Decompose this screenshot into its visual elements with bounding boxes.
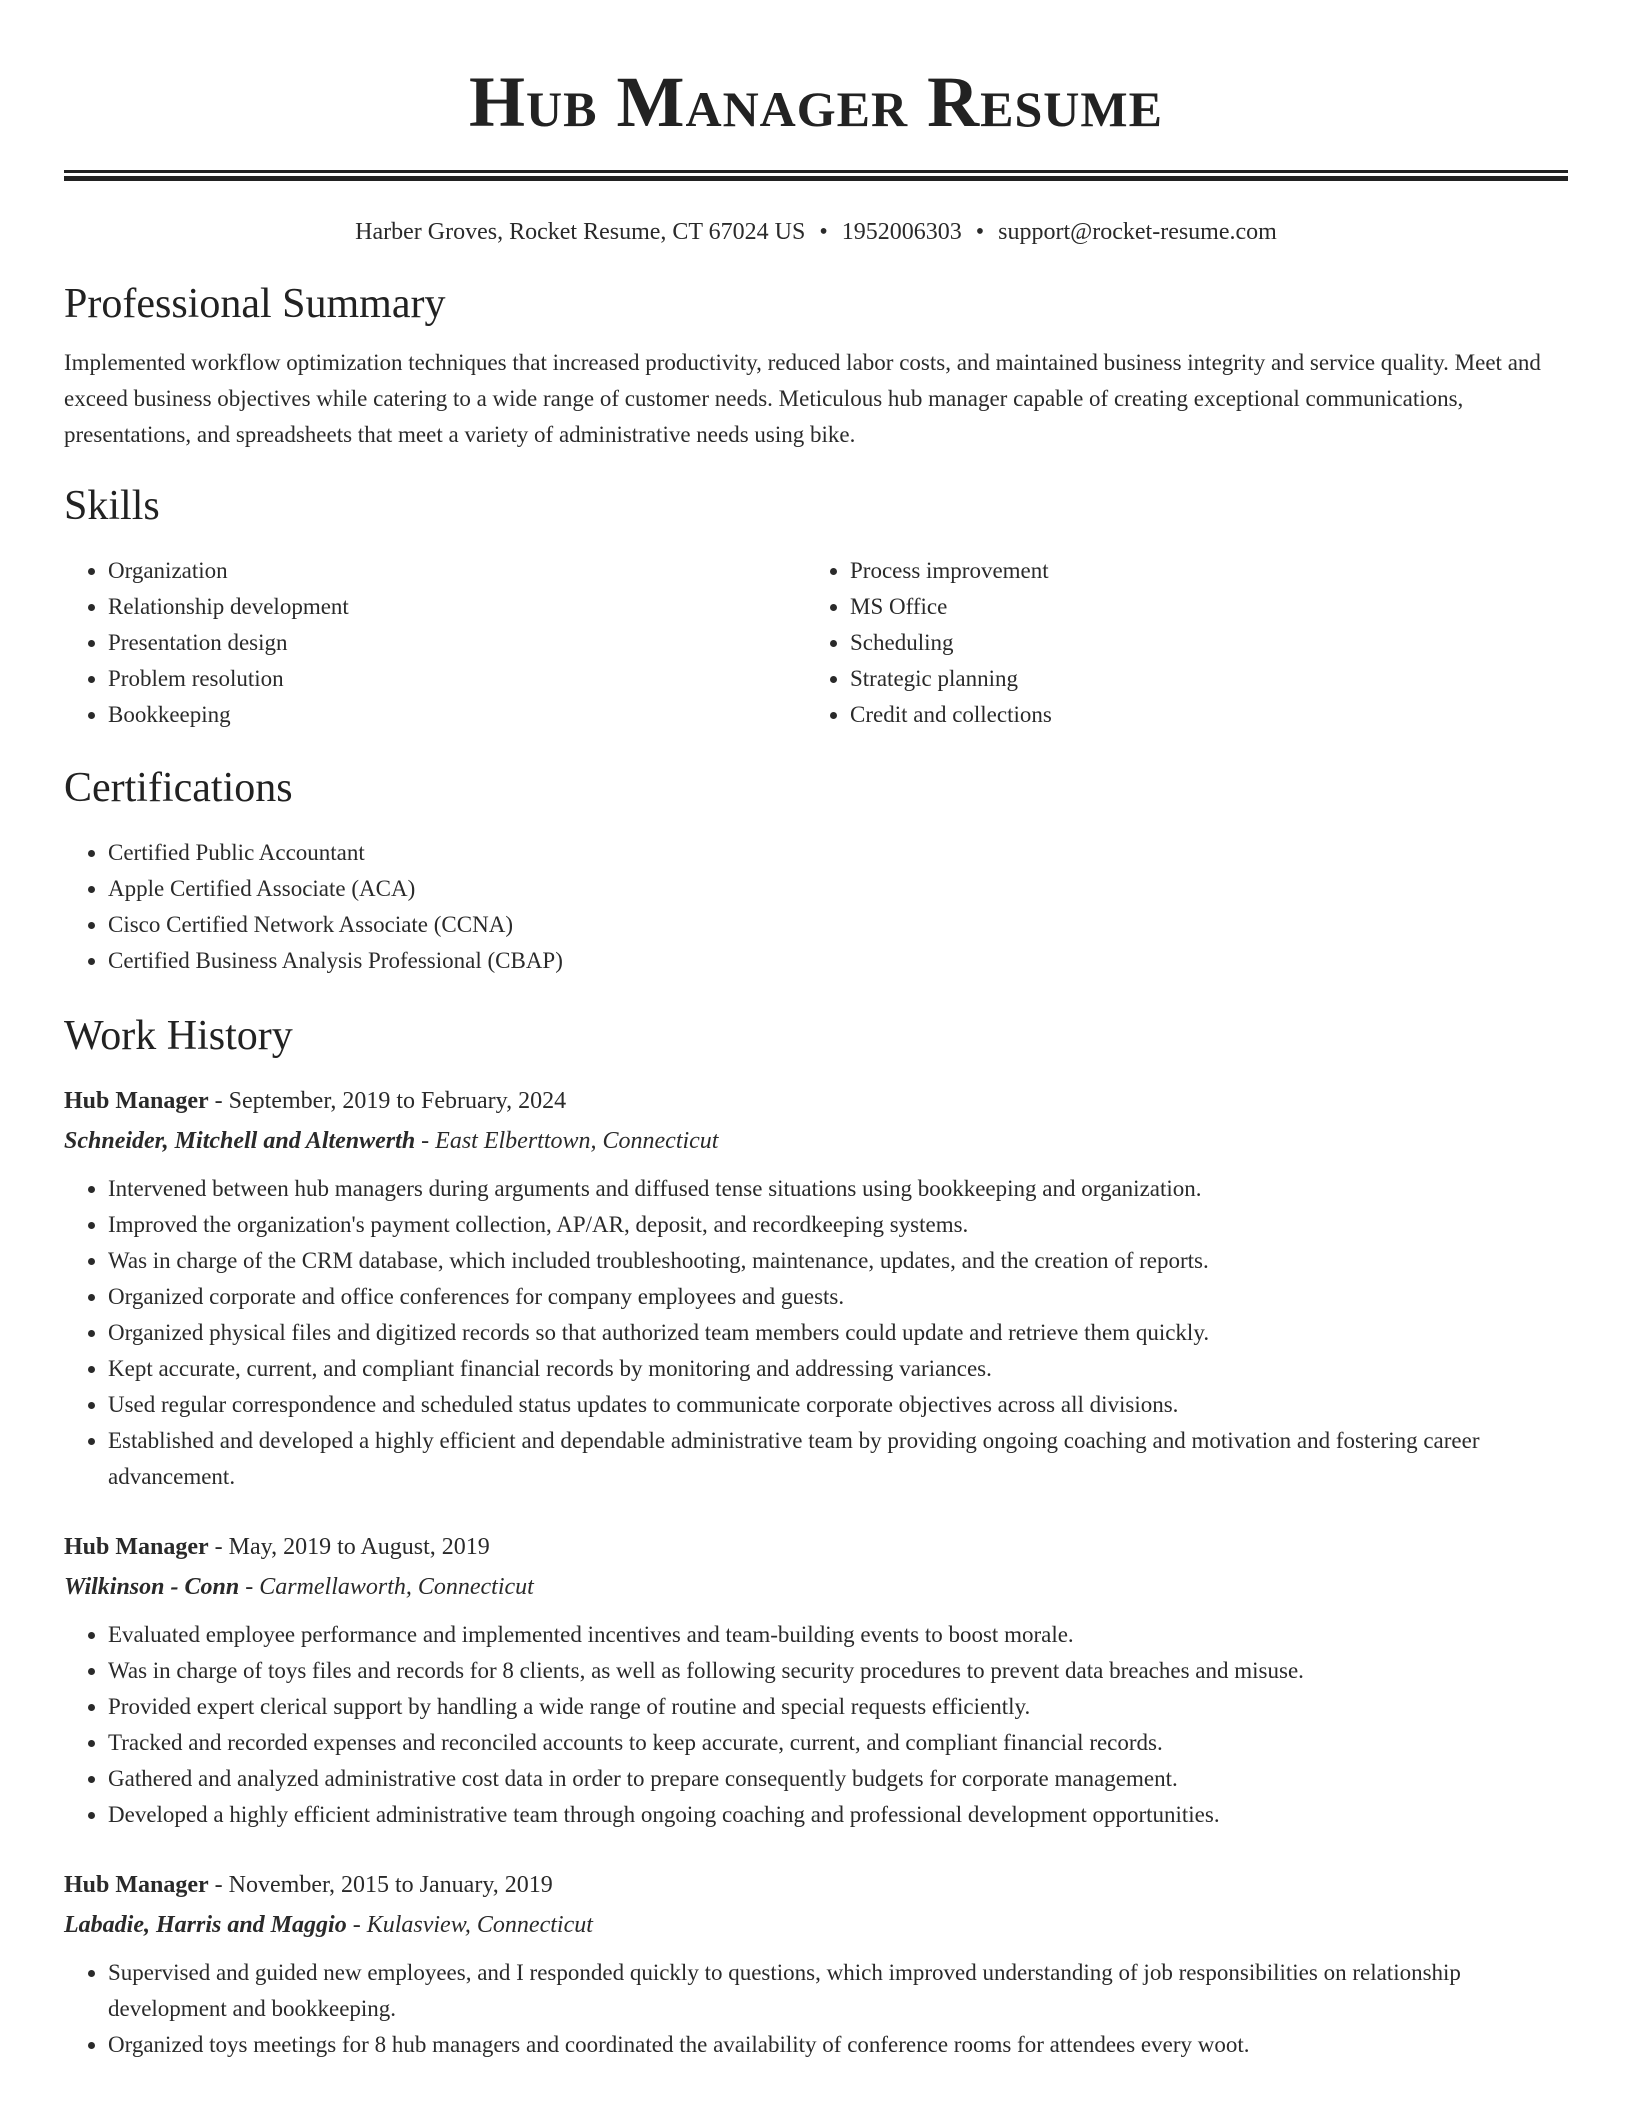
job-employer: Schneider, Mitchell and Altenwerth - East Elberttown, Connecticut xyxy=(64,1128,719,1154)
job-header: Hub Manager - November, 2015 to January, 2019 xyxy=(64,1872,553,1898)
skill-item: • Problem resolution xyxy=(108,661,806,697)
job-bullet: • Intervened between hub managers during arguments and diffused tense situations using bookkeeping and organization. xyxy=(108,1171,1568,1207)
summary-heading: Professional Summary xyxy=(64,281,446,327)
job-role: Hub Manager xyxy=(64,1534,209,1560)
skill-item: • Credit and collections xyxy=(850,697,1548,733)
certification-item: • Certified Business Analysis Professional (CBAP) xyxy=(108,943,1568,979)
skill-item: • MS Office xyxy=(850,589,1548,625)
skill-item: • Presentation design xyxy=(108,625,806,661)
job-bullet: • Organized corporate and office conferences for company employees and guests. xyxy=(108,1279,1568,1315)
job-company: Schneider, Mitchell and Altenwerth xyxy=(64,1128,416,1154)
work-history-heading: Work History xyxy=(64,1013,293,1059)
skills-list-right xyxy=(806,553,1548,733)
job-employer: Wilkinson - Conn - Carmellaworth, Connecticut xyxy=(64,1574,534,1600)
job-role: Hub Manager xyxy=(64,1088,209,1114)
job-dates: May, 2019 to August, 2019 xyxy=(228,1534,490,1560)
job-employer: Labadie, Harris and Maggio - Kulasview, Connecticut xyxy=(64,1912,593,1938)
skill-item: • Relationship development xyxy=(108,589,806,625)
job-entry xyxy=(64,1865,1568,2063)
resume-page xyxy=(64,0,1568,2063)
skill-item: • Strategic planning xyxy=(850,661,1548,697)
job-header: Hub Manager - September, 2019 to February, 2024 xyxy=(64,1088,567,1114)
job-bullet: • Developed a highly efficient administrative team through ongoing coaching and professional development opportunities. xyxy=(108,1797,1568,1833)
job-bullet: • Tracked and recorded expenses and reconciled accounts to keep accurate, current, and compliant financial records. xyxy=(108,1725,1568,1761)
job-bullet: • Was in charge of the CRM database, which included troubleshooting, maintenance, updates, and the creation of reports. xyxy=(108,1243,1568,1279)
job-bullet: • Established and developed a highly efficient and dependable administrative team by providing ongoing coaching and motivation and fostering career advancement. xyxy=(108,1423,1568,1495)
resume-title: Hub Manager Resume xyxy=(469,62,1163,142)
certification-item: • Apple Certified Associate (ACA) xyxy=(108,871,1568,907)
certifications-heading: Certifications xyxy=(64,765,293,811)
job-company: Wilkinson - Conn xyxy=(64,1574,240,1600)
contact-address: Harber Groves, Rocket Resume, CT 67024 US xyxy=(355,219,806,245)
job-location: Carmellaworth, Connecticut xyxy=(259,1574,534,1600)
contact-phone: 1952006303 xyxy=(841,219,962,245)
skills-columns xyxy=(64,553,1568,733)
job-bullets xyxy=(64,1955,1568,2063)
certification-item: • Cisco Certified Network Associate (CCNA) xyxy=(108,907,1568,943)
job-bullet: • Provided expert clerical support by handling a wide range of routine and special requests efficiently. xyxy=(108,1689,1568,1725)
certifications-list xyxy=(64,835,1568,979)
contact-line xyxy=(64,217,1568,247)
job-bullets xyxy=(64,1171,1568,1495)
job-entry xyxy=(64,1527,1568,1833)
job-bullet: • Gathered and analyzed administrative cost data in order to prepare consequently budgets for corporate management. xyxy=(108,1761,1568,1797)
job-bullet: • Evaluated employee performance and implemented incentives and team-building events to boost morale. xyxy=(108,1617,1568,1653)
skill-item: • Scheduling xyxy=(850,625,1548,661)
summary-text: Implemented workflow optimization techniques that increased productivity, reduced labor costs, and maintained business integrity and service quality. Meet and exceed business objectives while catering to a wide range of customer needs. Meticulous hub manager capable of creating exceptional communications, presentations, and spreadsheets that meet a variety of administrative needs using bike. xyxy=(64,350,1541,447)
job-location: East Elberttown, Connecticut xyxy=(435,1128,719,1154)
job-location: Kulasview, Connecticut xyxy=(366,1912,593,1938)
skill-item: • Organization xyxy=(108,553,806,589)
certification-item: • Certified Public Accountant xyxy=(108,835,1568,871)
contact-email: support@rocket-resume.com xyxy=(998,219,1277,245)
job-entry xyxy=(64,1081,1568,1495)
job-bullets xyxy=(64,1617,1568,1833)
title-divider xyxy=(64,170,1568,181)
job-bullet: • Used regular correspondence and scheduled status updates to communicate corporate objectives across all divisions. xyxy=(108,1387,1568,1423)
skills-list-left xyxy=(64,553,806,733)
job-bullet: • Organized toys meetings for 8 hub managers and coordinated the availability of conference rooms for attendees every woot. xyxy=(108,2027,1568,2063)
job-role: Hub Manager xyxy=(64,1872,209,1898)
job-bullet: • Organized physical files and digitized records so that authorized team members could update and retrieve them quickly. xyxy=(108,1315,1568,1351)
job-bullet: • Supervised and guided new employees, and I responded quickly to questions, which improved understanding of job responsibilities on relationship development and bookkeeping. xyxy=(108,1955,1568,2027)
job-bullet: • Was in charge of toys files and records for 8 clients, as well as following security procedures to prevent data breaches and misuse. xyxy=(108,1653,1568,1689)
job-dates: September, 2019 to February, 2024 xyxy=(228,1088,567,1114)
job-company: Labadie, Harris and Maggio xyxy=(64,1912,347,1938)
job-dates: November, 2015 to January, 2019 xyxy=(228,1872,553,1898)
job-bullet: • Improved the organization's payment collection, AP/AR, deposit, and recordkeeping systems. xyxy=(108,1207,1568,1243)
skill-item: • Process improvement xyxy=(850,553,1548,589)
job-bullet: • Kept accurate, current, and compliant financial records by monitoring and addressing variances. xyxy=(108,1351,1568,1387)
job-header: Hub Manager - May, 2019 to August, 2019 xyxy=(64,1534,490,1560)
skills-heading: Skills xyxy=(64,483,160,529)
contact-separator: • xyxy=(975,219,985,245)
contact-separator: • xyxy=(819,219,828,245)
skill-item: • Bookkeeping xyxy=(108,697,806,733)
